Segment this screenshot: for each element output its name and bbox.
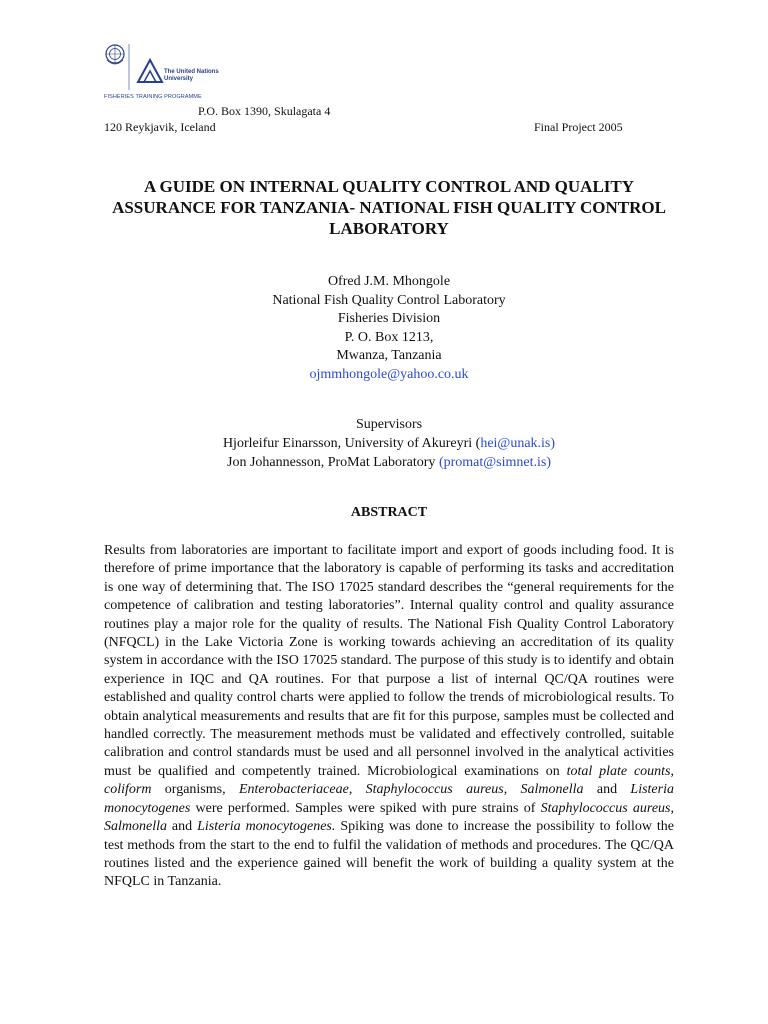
supervisors-heading: Supervisors [355,417,423,432]
supervisor-1 [104,434,674,453]
supervisor-2-text: Jon Johannesson, ProMat Laboratory [227,455,439,470]
abstract-italic-term: Listeria monocytogenes. [197,819,336,835]
abstract-text: , [670,800,674,816]
project-label: Final Project 2005 [534,120,623,134]
un-emblem-icon [104,42,164,94]
document-title: A GUIDE ON INTERNAL QUALITY CONTROL AND QUALITY ASSURANCE FOR TANZANIA- NATIONAL FISH QUALITY CONTROL LABORATORY [112,177,666,238]
abstract-italic-term: Listeria monocytogenes [104,782,674,816]
abstract-text: were performed. Samples were spiked with pure strains of [190,800,541,816]
unu-logo-text: The United Nations University [164,69,219,82]
author-block [104,273,674,384]
author-email-link[interactable]: ojmmhongole@yahoo.co.uk [309,366,469,382]
supervisors-block [104,415,674,472]
abstract-text: Spiking was done to increase the possibility to follow the test methods from the start to the end to fulfil the validation of methods and procedures. The QC/QA routines listed and the experience gained will benefit the work of building a quality system at the NFQLC in Tanzania. [104,819,674,890]
abstract-italic-term: Enterobacteriaceae [238,782,349,798]
author-po-box: P. O. Box 1213, [344,329,434,345]
author-division: Fisheries Division [337,311,441,326]
unu-logo [104,42,234,102]
abstract-text: and [167,819,198,835]
supervisor-2-email-link[interactable]: (promat@simnet.is) [438,455,551,470]
author-city: Mwanza, Tanzania [336,348,442,363]
address-line-2: 120 Reykjavik, Iceland [104,120,216,134]
abstract-text: , [503,782,521,798]
abstract-text: Results from laboratories are important to facilitate import and export of goods including food. It is therefore of prime importance that the laboratory is capable of performing its tasks and accreditation is one way of determining that. The ISO 17025 standard describes the “general requirements for the competence of calibration and testing laboratories”. Internal quality control and quality assurance routines play a major role for the quality of results. The National Fish Quality Control Laboratory (NFQCL) in the Lake Victoria Zone is working towards achieving an accreditation of its quality system in accordance with the ISO 17025 standard. The purpose of this study is to identify and obtain experience in IQC and QA routines. For that purpose a list of internal QC/QA routines were established and quality control charts were applied to follow the trends of microbiological results. To obtain analytical measurements and results that are fit for this purpose, samples must be collected and handled correctly. The measurement methods must be validated and effectively controlled, suitable calibration and control standards must be used and all personnel involved in the analytical activities must be qualified and competently trained. Microbiological examinations on [104,543,674,779]
abstract-text: organisms, [151,782,239,798]
supervisor-2 [104,453,674,472]
abstract-body [104,542,674,892]
supervisor-1-email-link[interactable]: hei@unak.is [480,436,551,451]
abstract-italic-term: Staphylococcus aureus [365,782,504,798]
abstract-italic-term: Staphylococcus aureus [540,800,671,816]
supervisor-1-text: Hjorleifur Einarsson, University of Akureyri ( [222,436,481,451]
author-name: Ofred J.M. Mhongole [327,274,451,289]
abstract-text: , [670,763,674,779]
abstract-italic-term: Salmonella [520,782,584,798]
abstract-paragraph [104,542,674,892]
abstract-italic-term: total plate counts [566,763,671,779]
abstract-heading: ABSTRACT [350,505,428,520]
abstract-text: and [583,782,631,798]
programme-label: FISHERIES TRAINING PROGRAMME [104,94,202,100]
abstract-italic-term: Salmonella [104,819,167,835]
abstract-italic-term: coliform [104,782,152,798]
address-line-1: P.O. Box 1390, Skulagata 4 [198,104,331,118]
abstract-text: , [348,782,366,798]
supervisor-1-close: ) [550,436,556,451]
author-affiliation: National Fish Quality Control Laboratory [272,292,506,308]
